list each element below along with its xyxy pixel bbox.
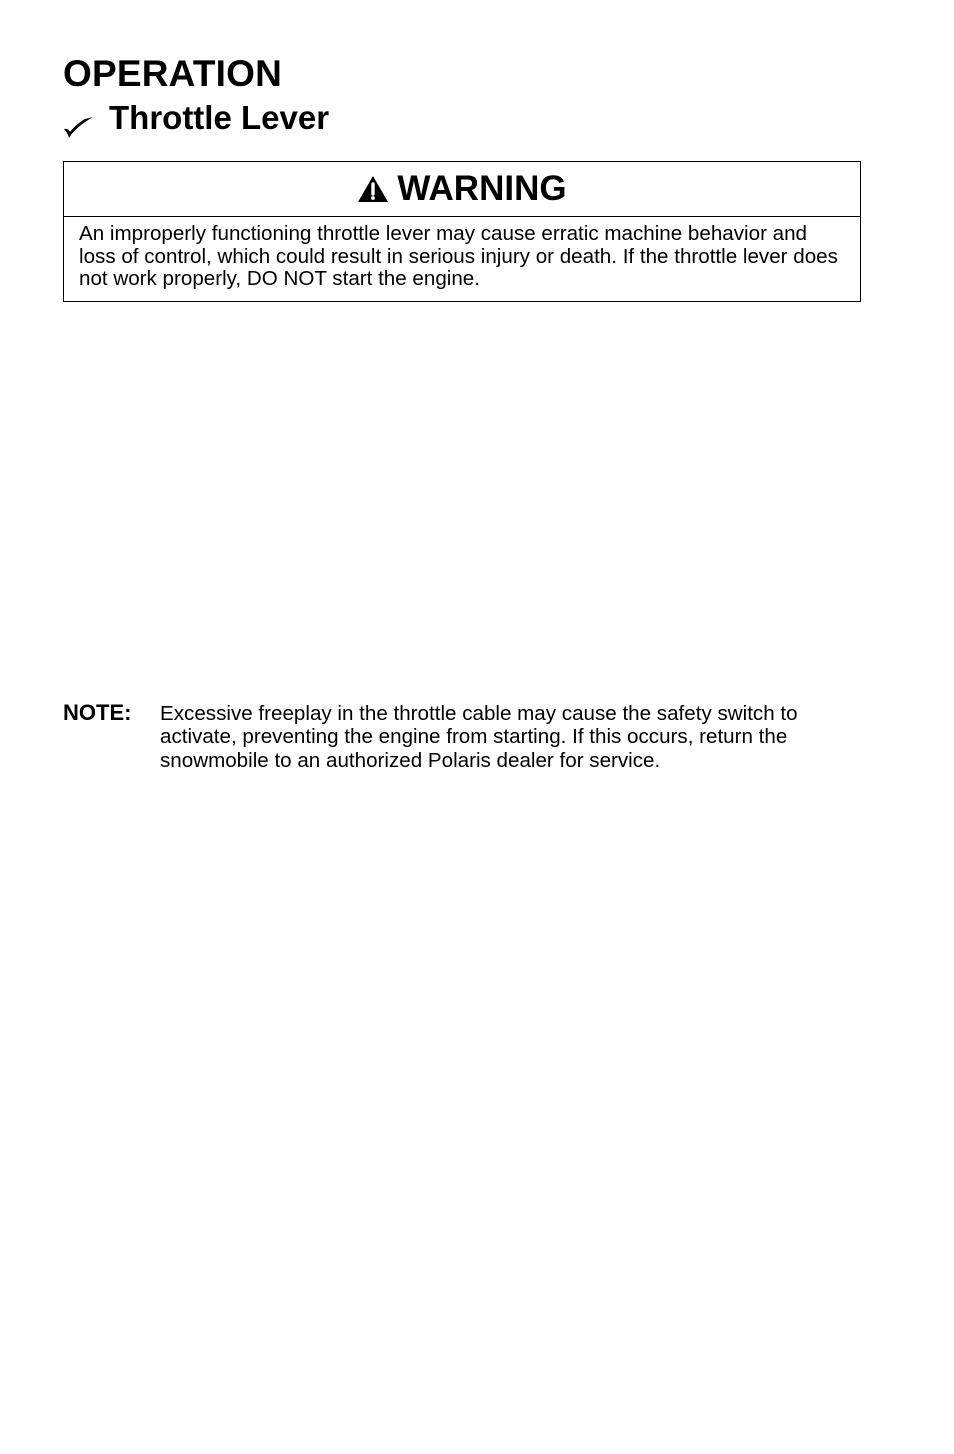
warning-title: WARNING: [397, 169, 567, 208]
warning-triangle-icon: [357, 175, 389, 203]
warning-box: [63, 161, 861, 302]
subtitle-text: Throttle Lever: [109, 99, 330, 136]
subtitle: [63, 96, 329, 140]
note-label: NOTE:: [63, 700, 132, 725]
section-title: OPERATION: [63, 53, 283, 94]
warning-header: [64, 162, 860, 217]
note-text: Excessive freeplay in the throttle cable may cause the safety switch to activate, preventing the engine from starting. If this occurs, return the snowmobile to an authorized Polaris dealer for service.: [160, 702, 798, 772]
check-icon: [63, 107, 95, 133]
warning-text: An improperly functioning throttle lever may cause erratic machine behavior and loss of control, which could result in serious injury or death. If the throttle lever does not work properly, DO NOT start the engine.: [79, 222, 838, 290]
